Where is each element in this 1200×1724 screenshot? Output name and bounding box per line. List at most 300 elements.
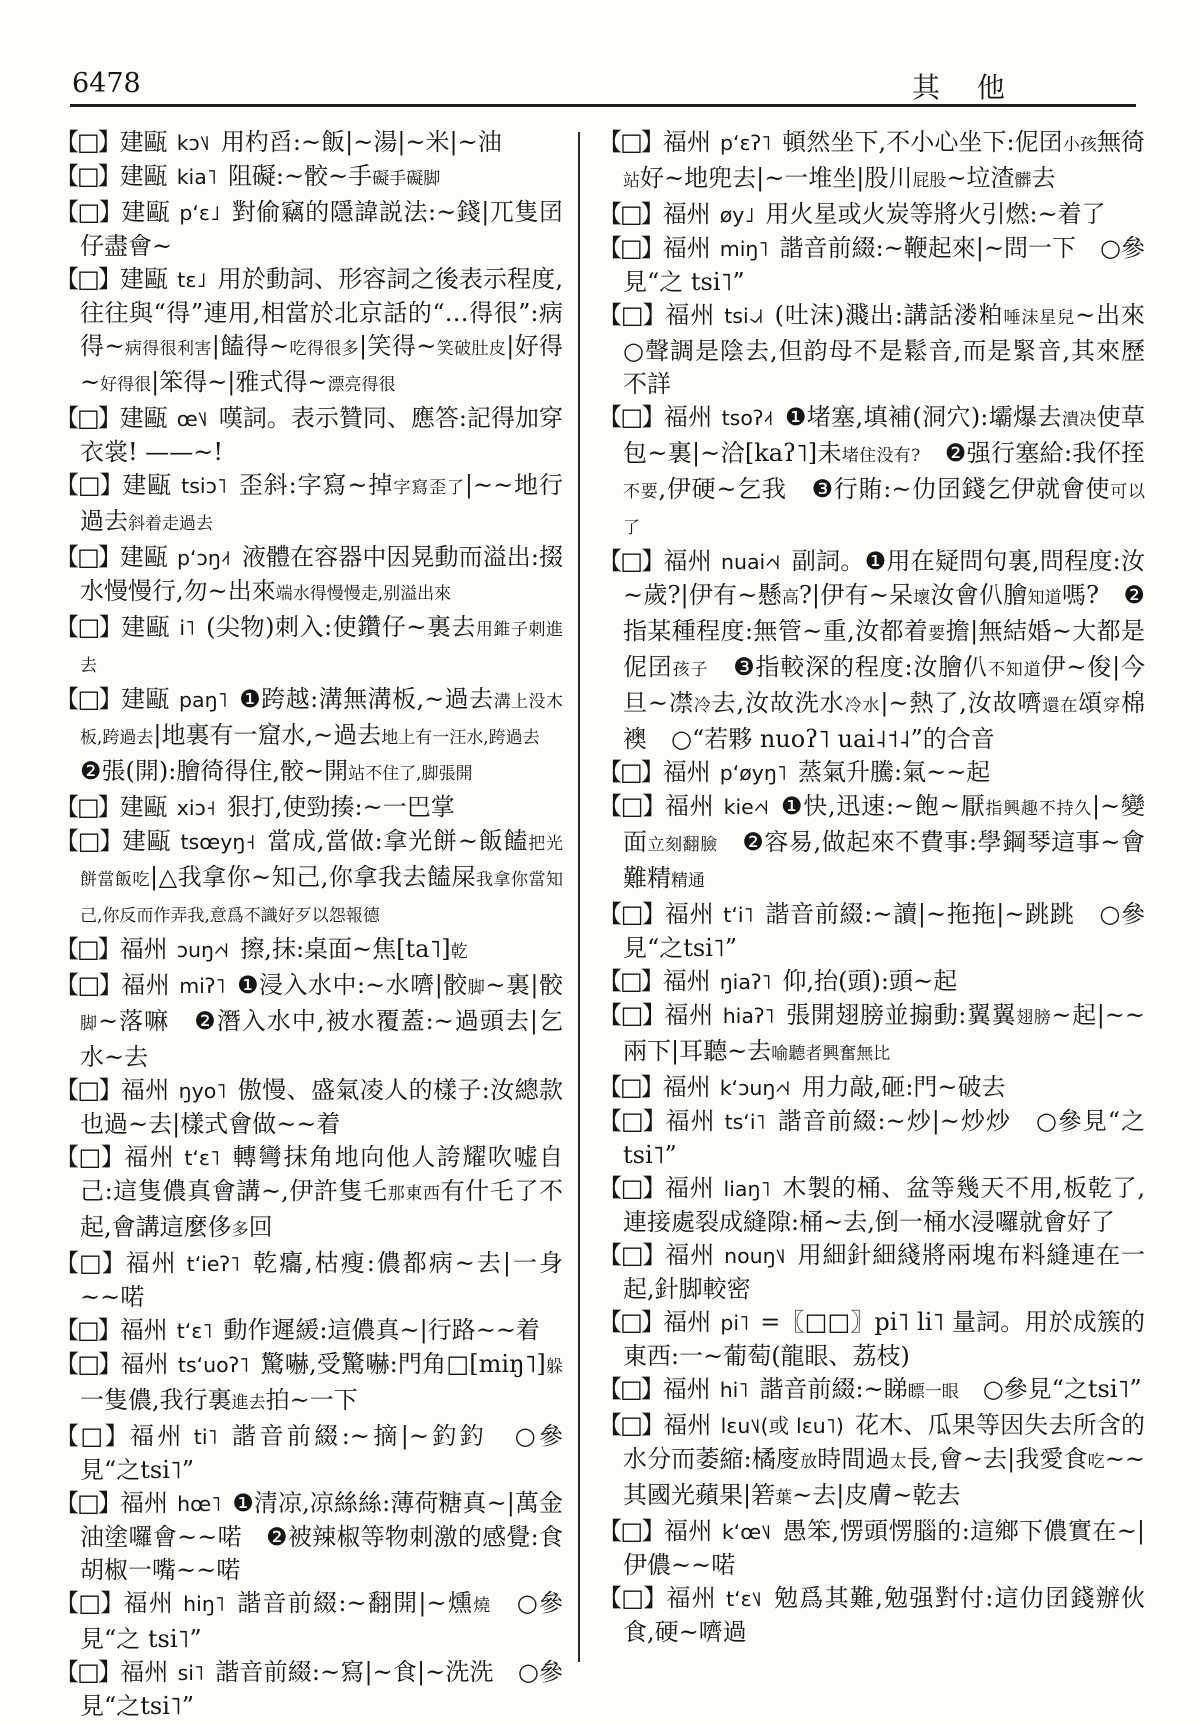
headword-box-symbol: 【□】 [55, 827, 122, 855]
definition-text: 諧音前綴:~鞭起來|~問一下 ○參見“之 tsi˥” [623, 234, 1146, 296]
definition-text: 擔|無結婚~大都是伲囝 [623, 617, 1146, 681]
dictionary-entry [598, 1409, 1145, 1515]
definition-text: 擦,抹:桌面~焦[ta˥] [240, 935, 451, 963]
dialect-label: 福州 [119, 935, 168, 963]
definition-text: 嗎? ❷指某種程度:無管~重,汝都着 [623, 581, 1146, 645]
dialect-label: 福州 [663, 1411, 712, 1439]
dictionary-entry [598, 898, 1145, 965]
pronunciation: kʻœ˥˩ [721, 1520, 772, 1544]
pronunciation: pʻɛʔ˥ [720, 131, 772, 155]
pronunciation: tsœyŋ˧ [180, 830, 256, 854]
gloss-small-text: 把光餅當飯吃 [80, 834, 563, 890]
gloss-small-text: 多 [231, 1220, 249, 1240]
pronunciation: kie˨˦˨ [723, 795, 770, 819]
dialect-label: 福州 [664, 1174, 715, 1202]
dialect-label: 福州 [120, 1658, 169, 1686]
dialect-label: 建甌 [119, 404, 168, 432]
dialect-label: 福州 [123, 1589, 175, 1617]
definition-text: ?|伊有~呆 [799, 581, 914, 609]
dialect-label: 福州 [663, 1308, 712, 1336]
gloss-small-text: 溝上没木板,跨過去 [80, 692, 564, 748]
gloss-small-text: 知道 [1027, 588, 1062, 608]
gloss-small-text: 指興趣不持久 [985, 799, 1093, 819]
definition-text: |~~地行過去 [80, 471, 564, 535]
definition-text: 仰,抬(頭):頭~起 [782, 967, 958, 995]
definition-text: 乾癟,枯瘦:儂都病~去|一身~~喏 [80, 1249, 563, 1311]
pronunciation: øy˩ [719, 203, 755, 227]
definition-text: =〖□□〗pi˥ li˥ 量詞。用於成簇的東西:一~葡萄(龍眼、荔枝) [623, 1308, 1146, 1370]
headword-box-symbol: 【□】 [55, 471, 123, 499]
definition-text: 回 [248, 1213, 273, 1241]
dictionary-entry [598, 999, 1145, 1071]
definition-text: 副詞。❶用在疑問句裏,問程度:汝~歲?|伊有~懸 [623, 547, 1146, 609]
definition-text: 長,會~去|我愛食 [906, 1445, 1088, 1473]
pronunciation: ti˥ [193, 1425, 218, 1449]
definition-text: 諧音前綴:~睇 [759, 1375, 908, 1403]
gloss-small-text: 不知道 [987, 660, 1042, 680]
definition-text: 張開翅膀並搧動:翼翼 [785, 1001, 1017, 1029]
pronunciation: pʻɔŋ˨˦ [177, 546, 231, 570]
headword-box-symbol: 【□】 [55, 1422, 130, 1450]
headword-box-symbol: 【□】 [598, 200, 663, 228]
definition-text: ❶清凉,凉絲絲:薄荷糖真~|萬金油塗囉會~~喏 ❷被辣椒等物刺激的感覺:食胡椒一嘴~~喏 [80, 1489, 563, 1584]
definition-text: 一隻儂,我行裏 [80, 1386, 232, 1414]
headword-box-symbol: 【□】 [55, 1249, 126, 1277]
dictionary-entry [598, 1105, 1145, 1172]
definition-text: ○參見“之tsi˥” [958, 1375, 1142, 1403]
gloss-small-text: 瞟一眼 [907, 1382, 959, 1402]
gloss-small-text: 精通 [671, 871, 705, 891]
definition-text: 用杓舀:~飯|~湯|~米|~油 [220, 128, 502, 156]
dictionary-entry [55, 791, 563, 825]
dictionary-entry [598, 1306, 1145, 1373]
definition-text: 用於動詞、形容詞之後表示程度,往往與“得”連用,相當於北京話的“…得很”:病得~ [80, 265, 563, 360]
pronunciation: ŋiaʔ˥ [719, 970, 772, 994]
dictionary-entry [598, 232, 1145, 299]
pronunciation: tɛ˩ [177, 268, 207, 292]
gloss-small-text: 礙手礙脚 [372, 169, 441, 189]
gloss-small-text: 喻聽者興奮無比 [771, 1044, 891, 1064]
headword-box-symbol: 【□】 [598, 1107, 666, 1135]
pronunciation: xiɔ˧ [176, 796, 216, 820]
gloss-small-text: 笑破肚皮 [436, 339, 507, 359]
dialect-label: 福州 [665, 1241, 716, 1269]
headword-box-symbol: 【□】 [55, 1350, 121, 1378]
definition-text: |△我拿你~知己,你拿我去饁屎 [150, 863, 476, 891]
pronunciation: ɔuŋ˨˦˨ [176, 938, 230, 962]
dictionary-entry [55, 1074, 563, 1141]
definition-text: ❶堵塞,填補(洞穴):壩爆去 [784, 403, 1062, 431]
definition-text: ~落嘛 ❷潛入水中,被水覆蓋:~過頭去|乞水~去 [80, 1007, 563, 1071]
pronunciation: tsʻi˥ [724, 1110, 766, 1134]
gloss-small-text: 好得很 [100, 375, 152, 395]
definition-text: ~裏|骹 [485, 971, 564, 999]
gloss-small-text: 吃得很多 [289, 339, 359, 359]
definition-text: 去,汝故洗水 [711, 689, 845, 717]
headword-box-symbol: 【□】 [55, 685, 122, 713]
gloss-small-text: 進去 [231, 1393, 266, 1413]
dictionary-entry [55, 160, 563, 196]
definition-text: 花木、瓜果等因失去所含的水分而萎縮:橘廀 [623, 1411, 1146, 1473]
gloss-small-text: 冷水 [844, 696, 881, 716]
headword-box-symbol: 【□】 [598, 758, 663, 786]
gloss-small-text: 放 [800, 1452, 818, 1472]
definition-text: 諧音前綴:~讀|~拖拖|~跳跳 ○參見“之tsi˥” [623, 900, 1146, 962]
gloss-small-text: 翅膀 [1016, 1008, 1052, 1028]
pronunciation: pʻɛ˩ [179, 201, 221, 225]
pronunciation: miŋ˥ [719, 237, 769, 261]
gloss-small-text: 斜着走過去 [128, 514, 213, 534]
headword-box-symbol: 【□】 [598, 1375, 663, 1403]
pronunciation: lɛu˥˩(或 lɛu˥) [720, 1414, 844, 1438]
pronunciation: pʻøyŋ˥ [719, 761, 787, 785]
definition-text: 嘆詞。表示贊同、應答:記得加穿衣裳! ——~! [80, 404, 563, 466]
definition-text: 愚笨,愣頭愣腦的:這鄉下儂實在~|伊儂~~喏 [623, 1517, 1145, 1579]
definition-text: 頌 [1078, 689, 1104, 717]
pronunciation: nouŋ˥˩ [724, 1244, 786, 1268]
headword-box-symbol: 【□】 [55, 613, 122, 641]
pronunciation: ŋyo˥ [178, 1079, 227, 1103]
headword-box-symbol: 【□】 [598, 1517, 664, 1545]
pronunciation: tʻɛ˥˩ [726, 1587, 762, 1611]
page-number: 6478 [72, 68, 141, 99]
pronunciation: i˥ [179, 616, 196, 640]
pronunciation: nuai˨˦˨ [721, 550, 781, 574]
headword-box-symbol: 【□】 [598, 1174, 665, 1202]
definition-text: ❷强行塞給:我伓挃 [920, 439, 1145, 467]
definition-text: ~~其國光蘋果|箬 [623, 1445, 1146, 1509]
dialect-label: 福州 [129, 1422, 185, 1450]
headword-box-symbol: 【□】 [55, 971, 122, 999]
gloss-small-text: 乾 [450, 942, 468, 962]
definition-text: 無徛 [1096, 128, 1146, 156]
dictionary-entry [55, 611, 563, 683]
gloss-small-text: 高 [781, 588, 800, 608]
pronunciation: tʻieʔ˥ [186, 1252, 241, 1276]
gloss-small-text: 字寫歪了 [393, 478, 465, 498]
headword-box-symbol: 【□】 [598, 403, 664, 431]
definition-text: ❶快,迅速:~飽~厭 [780, 792, 986, 820]
definition-text: |笑得~ [358, 332, 437, 360]
gloss-small-text: 太 [889, 1452, 907, 1472]
definition-text: ~去|皮膚~乾去 [792, 1481, 961, 1509]
dialect-label: 福州 [662, 1073, 711, 1101]
dictionary-entry [598, 756, 1145, 790]
headword-box-symbol: 【□】 [55, 265, 121, 293]
gloss-small-text: 燒 [473, 1596, 492, 1616]
gloss-small-text: 端水得慢慢走,别溢出來 [275, 584, 452, 604]
pronunciation: hœ˥ [177, 1492, 222, 1516]
dialect-label: 建甌 [121, 685, 171, 713]
definition-text: 轉彎抹角地向他人誇耀吹嘘自己:這隻儂真會講~,伊許隻乇 [80, 1143, 563, 1205]
gloss-small-text: 用錐子刺進去 [80, 620, 564, 676]
gloss-small-text: 站 [623, 171, 640, 191]
dictionary-entry [55, 1420, 563, 1487]
dialect-label: 福州 [665, 792, 715, 820]
pronunciation: tʻi˥ [723, 903, 754, 927]
dictionary-entry [598, 1373, 1145, 1409]
gloss-small-text: 脚 [467, 978, 486, 998]
headword-box-symbol: 【□】 [598, 547, 664, 575]
pronunciation: si˥ [177, 1661, 205, 1685]
dictionary-entry [598, 545, 1145, 756]
dictionary-entry [55, 126, 563, 160]
dictionary-entry [55, 969, 563, 1074]
pronunciation: kɔ˥˩ [176, 131, 210, 155]
gloss-small-text: 屁股 [912, 171, 947, 191]
pronunciation: tsʻuoʔ˥ [177, 1353, 250, 1377]
definition-text: 液體在容器中因晃動而溢出:掇水慢慢行,勿~出來 [80, 543, 563, 605]
dialect-label: 福州 [663, 547, 712, 575]
headword-box-symbol: 【□】 [598, 900, 665, 928]
definition-text: ❸指較深的程度:汝膾仈 [708, 653, 988, 681]
dictionary-entry [55, 541, 563, 611]
pronunciation: hiaʔ˥ [722, 1004, 775, 1028]
headword-box-symbol: 【□】 [598, 967, 663, 995]
definition-text: 有什乇了不起,會講這麼侈 [80, 1177, 564, 1241]
definition-text: 用火星或火炭等將火引燃:~着了 [765, 200, 1106, 228]
dictionary-entry [55, 1314, 563, 1348]
header-rule [70, 104, 1136, 107]
definition-text: ○參見“之 tsi˥” [80, 1589, 564, 1653]
headword-box-symbol: 【□】 [55, 935, 120, 963]
definition-text: 諧音前綴:~寫|~食|~洗洗 ○參見“之tsi˥” [80, 1658, 564, 1720]
definition-text: 阻礙:~骹~手 [227, 162, 373, 190]
dictionary-entry [55, 1656, 563, 1723]
gloss-small-text: 我拿你當知己,你反而作弄我,意爲不識好歹以怨報德 [80, 870, 564, 926]
dialect-label: 福州 [119, 1316, 168, 1344]
dictionary-entry [55, 825, 563, 933]
dictionary-entry [598, 1239, 1145, 1306]
dictionary-entry [598, 401, 1145, 545]
dialect-label: 建甌 [121, 827, 172, 855]
definition-text: ,伊硬~乞我 ❸行賄:~仂囝錢乞伊就會使 [658, 475, 1111, 503]
dialect-label: 福州 [663, 403, 713, 431]
headword-box-symbol: 【□】 [55, 1489, 120, 1517]
headword-box-symbol: 【□】 [598, 1001, 665, 1029]
dialect-label: 福州 [662, 1375, 711, 1403]
running-head: 其 他 [912, 71, 1019, 104]
gloss-small-text: 還在 [1042, 696, 1079, 716]
dictionary-entry [598, 1172, 1145, 1239]
dictionary-entry [55, 1247, 563, 1314]
gloss-small-text: 那東西 [387, 1184, 441, 1204]
gloss-small-text: 漂亮得很 [327, 375, 396, 395]
headword-box-symbol: 【□】 [55, 404, 120, 432]
dictionary-entry [55, 1348, 563, 1420]
dictionary-entry [598, 790, 1145, 898]
gloss-small-text: 可以了 [623, 482, 1146, 538]
definition-text: 拍~一下 [265, 1386, 358, 1414]
definition-text: ❷張(開):膾徛得住,骹~開 [80, 721, 564, 785]
definition-text: 去 [1031, 164, 1056, 192]
dialect-label: 福州 [120, 1350, 169, 1378]
left-column [55, 126, 563, 1723]
pronunciation: miʔ˥ [179, 974, 226, 998]
dialect-label: 福州 [119, 1489, 169, 1517]
definition-text: 好~地兜去|~一堆坐|股川 [640, 164, 913, 192]
headword-box-symbol: 【□】 [55, 1589, 124, 1617]
dictionary-entry [598, 299, 1170, 401]
definition-text: 諧音前綴:~摘|~釣釣 ○參見“之tsi˥” [80, 1422, 563, 1484]
dictionary-entry [55, 683, 563, 791]
dictionary-entry [55, 402, 563, 469]
definition-text: |地裏有一窟水,~過去 [153, 721, 382, 749]
definition-text: 伊~俊|今旦~凚 [623, 653, 1146, 717]
dialect-label: 建甌 [122, 471, 173, 499]
definition-text: 頓然坐下,不小心坐下:伲囝 [782, 128, 1063, 156]
gloss-small-text: 孩子 [672, 660, 709, 680]
gloss-small-text: 唾沫星兒 [1003, 308, 1076, 328]
definition-text: 諧音前綴:~炒|~炒炒 ○參見“之tsi˥” [623, 1107, 1145, 1169]
gloss-small-text: 立刻翻臉 [647, 835, 718, 855]
dialect-label: 福州 [662, 234, 711, 262]
definition-text: 諧音前綴:~翻開|~燻 [235, 1589, 474, 1617]
dictionary-entry [55, 469, 563, 541]
definition-text: ~起|~~兩下|耳聽~去 [623, 1001, 1146, 1065]
dialect-label: 福州 [666, 1584, 718, 1612]
headword-box-symbol: 【□】 [55, 543, 120, 571]
dictionary-entry [55, 933, 563, 969]
definition-text: ❶跨越:溝無溝板,~過去 [238, 685, 494, 713]
gloss-small-text: 冷 [693, 696, 712, 716]
dialect-label: 福州 [664, 900, 715, 928]
definition-text: 當成,當做:拿光餅~飯饁 [266, 827, 529, 855]
dialect-label: 福州 [663, 1517, 713, 1545]
dictionary-entry [598, 965, 1145, 999]
dictionary-entry [598, 198, 1145, 232]
definition-text: 使草包~裏|~洽[kaʔ˥]未 [623, 403, 1146, 467]
definition-text: ❷容易,做起來不費事:學鋼琴這事~會難精 [623, 828, 1146, 892]
pronunciation: hiŋ˥ [183, 1592, 225, 1616]
definition-text: |~熱了,汝故嚌 [880, 689, 1043, 717]
pronunciation: tsi˨˩˧ [724, 304, 764, 328]
pronunciation: tʻɛ˥ [176, 1319, 213, 1343]
dialect-label: 福州 [662, 128, 712, 156]
pronunciation: kia˥ [176, 165, 217, 189]
definition-text: |饁得~ [211, 332, 290, 360]
headword-box-symbol: 【□】 [598, 1241, 666, 1269]
gloss-small-text: 堵住没有? [841, 446, 921, 466]
gloss-small-text: 病得很利害 [124, 339, 212, 359]
definition-text: 汝會仈膾 [930, 581, 1028, 609]
dialect-label: 福州 [124, 1143, 176, 1171]
definition-text: (尖物)刺入:使鑽仔~裏去 [206, 613, 476, 641]
headword-box-symbol: 【□】 [598, 234, 663, 262]
gloss-small-text: 小孩 [1062, 135, 1097, 155]
headword-box-symbol: 【□】 [55, 1316, 120, 1344]
dialect-label: 福州 [665, 1107, 716, 1135]
pronunciation: liaŋ˥ [723, 1177, 771, 1201]
definition-text: |~變面 [623, 792, 1146, 856]
definition-text: |好得~ [80, 332, 564, 396]
headword-box-symbol: 【□】 [598, 1584, 667, 1612]
headword-box-symbol: 【□】 [55, 1076, 121, 1104]
definition-text: 時間過 [817, 1445, 890, 1473]
gloss-small-text: 穿 [1103, 696, 1122, 716]
dictionary-entry [55, 1587, 563, 1656]
headword-box-symbol: 【□】 [55, 128, 120, 156]
definition-text: 棉襖 ○“若夥 nuoʔ˥ uai˨˦˨”的合音 [623, 689, 1146, 753]
dialect-label: 福州 [121, 971, 171, 999]
gloss-small-text: 吃 [1087, 1452, 1105, 1472]
definition-text: 傲慢、盛氣凌人的樣子:汝總款也過~去|樣式會做~~着 [80, 1076, 564, 1138]
dictionary-entry [55, 1141, 563, 1247]
dialect-label: 福州 [662, 758, 711, 786]
headword-box-symbol: 【□】 [55, 162, 120, 190]
headword-box-symbol: 【□】 [598, 128, 663, 156]
definition-text: 勉爲其難,勉强對付:這仂囝錢辦伙食,硬~嚌過 [623, 1584, 1145, 1646]
headword-box-symbol: 【□】 [55, 1143, 125, 1171]
pronunciation: tʻɛ˥ [184, 1146, 221, 1170]
definition-text: 用力敲,砸:門~破去 [801, 1073, 1006, 1101]
gloss-small-text: 脚 [80, 1014, 99, 1034]
dictionary-entry [55, 196, 563, 263]
dialect-label: 福州 [662, 967, 711, 995]
dialect-label: 建甌 [119, 128, 168, 156]
dictionary-entry [598, 1582, 1145, 1649]
pronunciation: tsiɔ˥ [181, 474, 227, 498]
dialect-label: 福州 [662, 200, 711, 228]
pronunciation: pi˥ [720, 1311, 750, 1335]
headword-box-symbol: 【□】 [55, 198, 122, 226]
gloss-small-text: 躲 [545, 1357, 564, 1377]
dictionary-entry [55, 1487, 563, 1587]
headword-box-symbol: 【□】 [55, 793, 120, 821]
dictionary-entry [598, 1515, 1145, 1582]
dialect-label: 建甌 [119, 543, 169, 571]
gloss-small-text: 要 [928, 624, 946, 644]
definition-text: 動作遲緩:這儂真~|行路~~着 [223, 1316, 540, 1344]
dialect-label: 福州 [125, 1249, 178, 1277]
pronunciation: tsoʔ˨˦ [721, 406, 774, 430]
definition-text: ~出來 ○聲調是陰去,但韵母不是鬆音,而是緊音,其來歷不詳 [623, 301, 1170, 398]
dialect-label: 建甌 [120, 265, 169, 293]
headword-box-symbol: 【□】 [598, 1308, 664, 1336]
dialect-label: 建甌 [119, 162, 168, 190]
column-divider [578, 132, 580, 1662]
definition-text: (吐沫)濺出:講話溇粕 [774, 301, 1004, 329]
dialect-label: 福州 [665, 301, 716, 329]
dictionary-entry [55, 263, 563, 402]
dialect-label: 建甌 [119, 793, 168, 821]
definition-text: 狠打,使勁揍:~一巴掌 [226, 793, 455, 821]
gloss-small-text: 髒 [1014, 171, 1032, 191]
definition-text: |笨得~|雅式得~ [151, 368, 328, 396]
dictionary-entry [598, 1071, 1145, 1105]
dialect-label: 建甌 [121, 613, 171, 641]
headword-box-symbol: 【□】 [598, 792, 666, 820]
definition-text: 驚嚇,受驚嚇:門角□[miŋ˥] [260, 1350, 546, 1378]
gloss-small-text: 壞 [913, 588, 931, 608]
definition-text: ~垃渣 [946, 164, 1015, 192]
pronunciation: paŋ˥ [179, 688, 228, 712]
pronunciation: hi˥ [719, 1378, 749, 1402]
definition-text: 蒸氣升騰:氣~~起 [798, 758, 991, 786]
definition-text: ❶浸入水中:~水嚌|骹 [236, 971, 468, 999]
gloss-small-text: 潰决 [1061, 410, 1097, 430]
pronunciation: œ˥˩ [176, 407, 208, 431]
gloss-small-text: 站不住了,脚張開 [348, 764, 473, 784]
definition-text: 歪斜:字寫~掉 [237, 471, 394, 499]
dictionary-entry [598, 126, 1145, 198]
dialect-label: 福州 [120, 1076, 170, 1104]
gloss-small-text: 地上有一汪水,跨過去 [381, 728, 540, 748]
headword-box-symbol: 【□】 [55, 1658, 121, 1686]
right-column [598, 126, 1170, 1649]
definition-text: 對偷竊的隱諱説法:~錢|兀隻囝仔盡會~ [80, 198, 564, 260]
pronunciation: kʻɔuŋ˨˦˨ [719, 1076, 791, 1100]
